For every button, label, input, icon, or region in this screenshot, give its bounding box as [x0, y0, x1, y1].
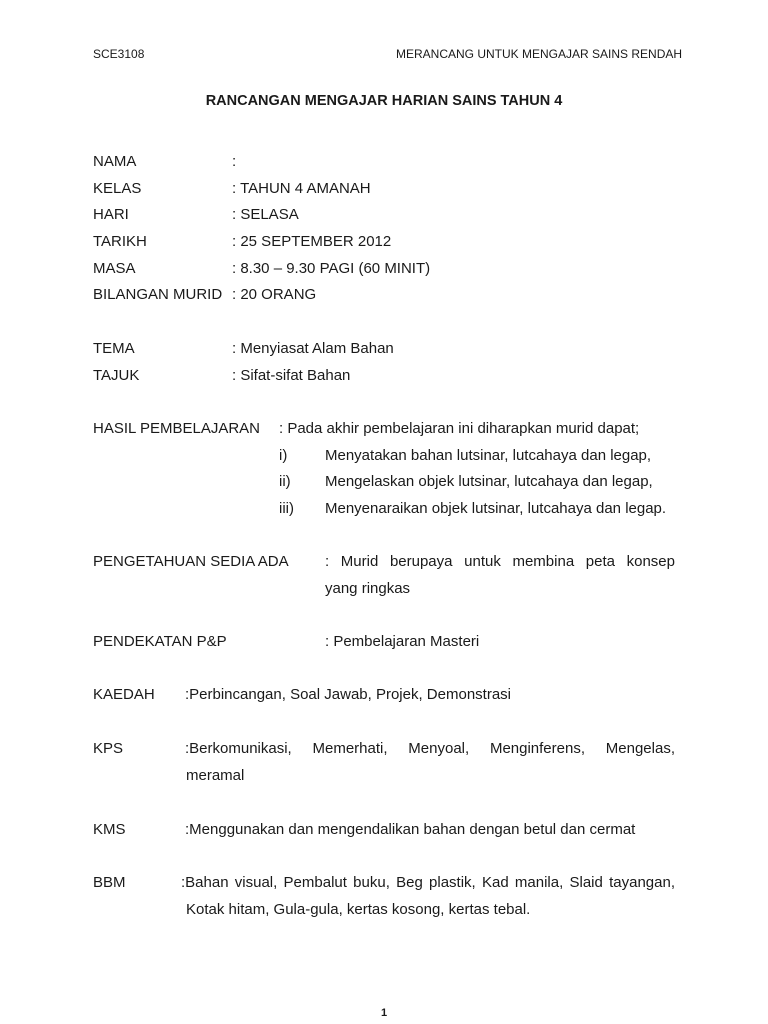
hasil-pembelajaran-label: HASIL PEMBELAJARAN [93, 420, 260, 437]
kms-label: KMS [93, 821, 126, 838]
tema-value: : Menyiasat Alam Bahan [232, 340, 394, 357]
tema-label: TEMA [93, 340, 135, 357]
page-number: 1 [380, 1007, 388, 1019]
tarikh-label: TARIKH [93, 233, 147, 250]
kps-value-line1: :Berkomunikasi, Memerhati, Menyoal, Menginferens, Mengelas, [185, 740, 675, 757]
document-title: RANCANGAN MENGAJAR HARIAN SAINS TAHUN 4 [205, 93, 563, 109]
hasil-item-number: iii) [279, 500, 294, 517]
bilangan-murid-label: BILANGAN MURID [93, 286, 223, 303]
pendekatan-value: : Pembelajaran Masteri [325, 633, 480, 650]
hasil-item-number: i) [279, 447, 288, 464]
bbm-label: BBM [93, 874, 126, 891]
pengetahuan-value-line2: yang ringkas [325, 580, 411, 597]
kms-value: :Menggunakan dan mengendalikan bahan dengan betul dan cermat [185, 821, 636, 838]
nama-value: : [232, 153, 237, 170]
hari-value: : SELASA [232, 206, 299, 223]
kaedah-value: :Perbincangan, Soal Jawab, Projek, Demonstrasi [185, 686, 512, 703]
tarikh-value: : 25 SEPTEMBER 2012 [232, 233, 392, 250]
header-course-title: MERANCANG UNTUK MENGAJAR SAINS RENDAH [396, 47, 683, 61]
pengetahuan-label: PENGETAHUAN SEDIA ADA [93, 553, 289, 570]
kaedah-label: KAEDAH [93, 686, 155, 703]
hari-label: HARI [93, 206, 129, 223]
hasil-item-text: Mengelaskan objek lutsinar, lutcahaya dan legap, [325, 473, 653, 490]
header-course-code: SCE3108 [93, 47, 145, 61]
bbm-value-line2: Kotak hitam, Gula-gula, kertas kosong, kertas tebal. [186, 901, 531, 918]
bilangan-murid-value: : 20 ORANG [232, 286, 317, 303]
kps-label: KPS [93, 740, 124, 757]
masa-value: : 8.30 – 9.30 PAGI (60 MINIT) [232, 260, 431, 277]
hasil-item-text: Menyatakan bahan lutsinar, lutcahaya dan legap, [325, 447, 652, 464]
bbm-value-line1: :Bahan visual, Pembalut buku, Beg plastik, Kad manila, Slaid tayangan, [181, 874, 675, 891]
nama-label: NAMA [93, 153, 137, 170]
tajuk-value: : Sifat-sifat Bahan [232, 367, 351, 384]
hasil-item-text: Menyenaraikan objek lutsinar, lutcahaya dan legap. [325, 500, 667, 517]
pengetahuan-value-line1: : Murid berupaya untuk membina peta konsep [325, 553, 675, 570]
kelas-label: KELAS [93, 180, 142, 197]
kelas-value: : TAHUN 4 AMANAH [232, 180, 371, 197]
hasil-item-number: ii) [279, 473, 291, 490]
tajuk-label: TAJUK [93, 367, 140, 384]
pendekatan-label: PENDEKATAN P&P [93, 633, 227, 650]
kps-value-line2: meramal [186, 767, 245, 784]
hasil-pembelajaran-intro: : Pada akhir pembelajaran ini diharapkan murid dapat; [279, 420, 640, 437]
masa-label: MASA [93, 260, 136, 277]
